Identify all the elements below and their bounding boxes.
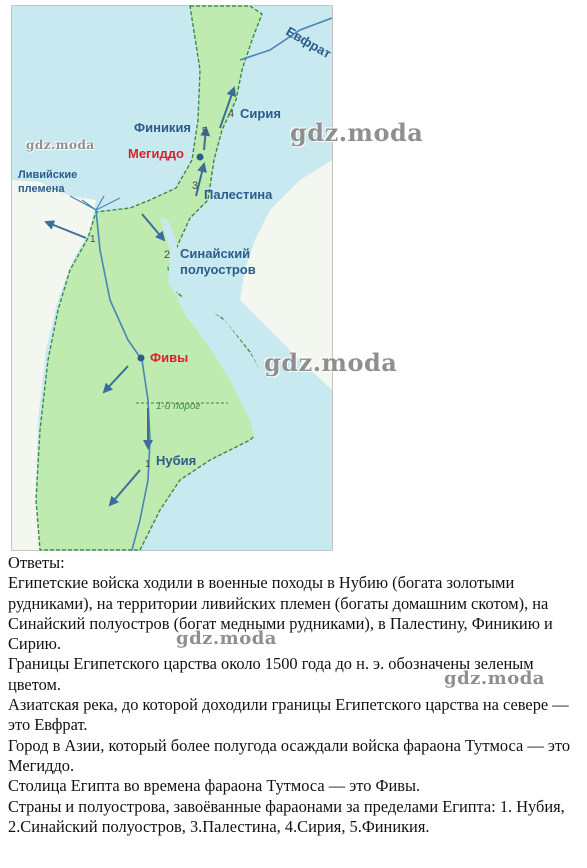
watermark: gdz.moda (264, 348, 398, 377)
phoenicia-label: Финикия (134, 120, 192, 135)
campaign-number-5: 5 (202, 126, 208, 137)
campaign-number-1-west: 1 (90, 234, 96, 245)
answer-paragraph: Азиатская река, до которой доходили границы Египетского царства на севере — это Евфрат. (8, 695, 569, 735)
answer-paragraph: Египетские войска ходили в военные походы в Нубию (богата золотыми рудниками), на территории ливийских племен (богаты домашним скотом), на Синайский полуостров (богат медными рудниками), в Палестину, Финикию и Сирию. (8, 573, 553, 654)
libyan-tribes-label-2: племена (18, 183, 65, 195)
answer-paragraph: Столица Египта во времена фараона Тутмоса — это Фивы. (8, 776, 421, 796)
answer-paragraph: Границы Египетского царства около 1500 года до н. э. обозначены зеленым цветом. (8, 654, 534, 694)
watermark: gdz.moda (26, 138, 95, 152)
palestine-label: Палестина (204, 187, 273, 202)
answers-heading: Ответы: (8, 553, 65, 572)
campaign-number-1-nubia: 1 (145, 459, 151, 470)
campaign-number-2: 2 (164, 249, 171, 261)
megiddo-label: Мегиддо (128, 146, 184, 161)
answers-section (8, 553, 580, 837)
campaign-number-4: 4 (228, 108, 235, 120)
thebes-label: Фивы (150, 350, 189, 365)
syria-label: Сирия (240, 106, 281, 121)
answer-paragraph: Город в Азии, который более полугода осаждали войска фараона Тутмоса — это Мегиддо. (8, 735, 571, 775)
answer-paragraph: Страны и полуострова, завоёванные фараонами за пределами Египта: 1. Нубия, 2.Синайский полуостров, 3.Палестина, 4.Сирия, 5.Финикия. (8, 796, 565, 836)
thebes-city-marker (138, 355, 145, 362)
libyan-tribes-label-1: Ливийские (18, 169, 78, 181)
watermark: gdz.moda (444, 668, 545, 689)
megiddo-city-marker (197, 154, 204, 161)
sinai-label-2: полуостров (180, 262, 256, 277)
sinai-label-1: Синайский (180, 246, 251, 261)
watermark: gdz.moda (290, 118, 424, 147)
nubia-label: Нубия (156, 453, 197, 468)
watermark: gdz.moda (176, 628, 277, 649)
campaign-number-3: 3 (192, 180, 199, 192)
euphrates-label: Евфрат (283, 23, 334, 62)
first-cataract-label: 1-й порог (156, 401, 201, 412)
